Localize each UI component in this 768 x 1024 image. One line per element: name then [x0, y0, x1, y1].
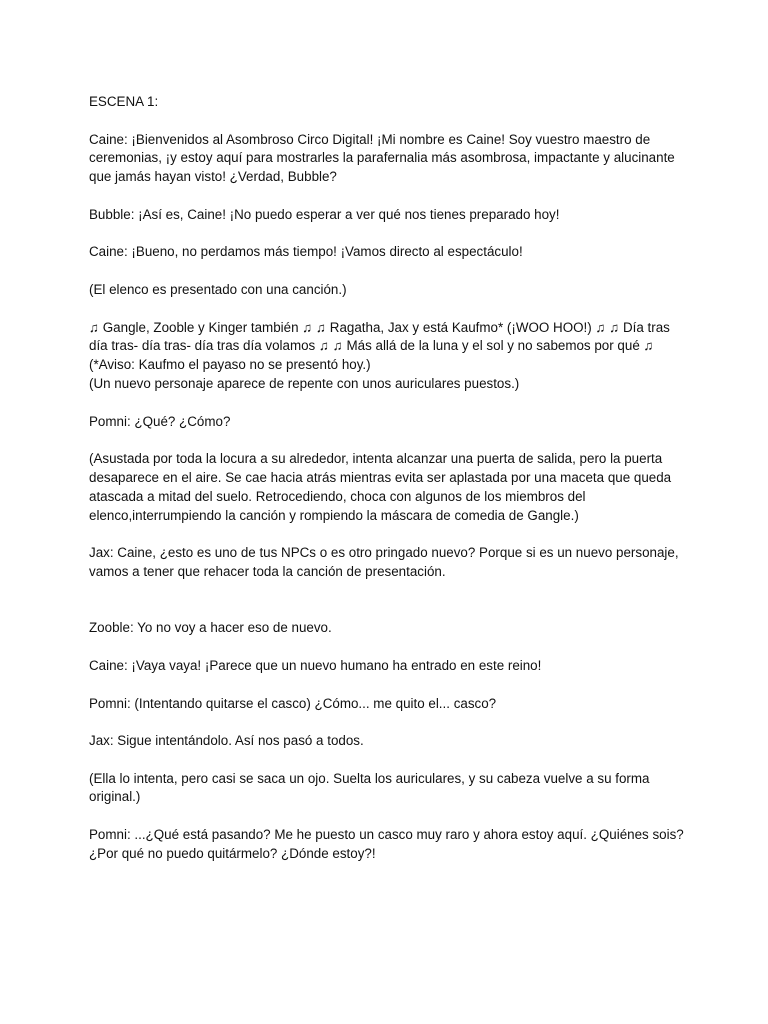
- dialogue-pomni-confused: Pomni: ...¿Qué está pasando? Me he puesto un casco muy raro y ahora estoy aquí. ¿Quiénes sois? ¿Por qué no puedo quitármelo? ¿Dónde estoy?!: [89, 827, 684, 861]
- dialogue-caine-welcome: Caine: ¡Bienvenidos al Asombroso Circo Digital! ¡Mi nombre es Caine! Soy vuestro maestro de ceremonias, ¡y estoy aquí para mostrarles la parafernalia más asombrosa, impactante y alucinante que jamás hayan visto! ¿Verdad, Bubble?: [89, 131, 675, 185]
- dialogue-pomni-helmet: Pomni: (Intentando quitarse el casco) ¿Cómo... me quito el... casco?: [89, 695, 497, 711]
- stage-direction-escape: (Asustada por toda la locura a su alrededor, intenta alcanzar una puerta de salida, pero la puerta desaparece en el aire. Se cae hacia atrás mientras evita ser aplastada por una maceta que queda atascada a mitad del suelo. Retrocediendo, choca con algunos de los miembros del elenco,interrumpiendo la canción y rompiendo la máscara de comedia de Gangle.): [89, 451, 672, 523]
- stage-direction-new-character: (Un nuevo personaje aparece de repente con unos auriculares puestos.): [89, 375, 520, 391]
- document-page: [89, 93, 689, 882]
- dialogue-bubble: Bubble: ¡Así es, Caine! ¡No puedo esperar a ver qué nos tienes preparado hoy!: [89, 206, 560, 222]
- stage-direction-song: (El elenco es presentado con una canción.): [89, 281, 347, 297]
- stage-note-kaufmo: (*Aviso: Kaufmo el payaso no se presentó hoy.): [89, 357, 371, 373]
- dialogue-zooble: Zooble: Yo no voy a hacer eso de nuevo.: [89, 620, 332, 636]
- dialogue-jax-keep-trying: Jax: Sigue intentándolo. Así nos pasó a todos.: [89, 733, 364, 749]
- stage-direction-headset: (Ella lo intenta, pero casi se saca un ojo. Suelta los auriculares, y su cabeza vuelve a su forma original.): [89, 770, 650, 805]
- dialogue-caine-human: Caine: ¡Vaya vaya! ¡Parece que un nuevo humano ha entrado en este reino!: [89, 657, 542, 673]
- dialogue-pomni-what: Pomni: ¿Qué? ¿Cómo?: [89, 413, 231, 429]
- song-lyrics: ♫ Gangle, Zooble y Kinger también ♫ ♫ Ragatha, Jax y está Kaufmo* (¡WOO HOO!) ♫ ♫ Día tras día tras- día tras- día tras día volamos ♫ ♫ Más allá de la luna y el sol y no sabemos por qué ♫: [89, 319, 670, 354]
- dialogue-jax-npc: Jax: Caine, ¿esto es uno de tus NPCs o es otro pringado nuevo? Porque si es un nuevo personaje, vamos a tener que rehacer toda la canción de presentación.: [89, 545, 679, 579]
- dialogue-caine-show: Caine: ¡Bueno, no perdamos más tiempo! ¡Vamos directo al espectáculo!: [89, 244, 523, 260]
- scene-heading: ESCENA 1:: [89, 94, 159, 109]
